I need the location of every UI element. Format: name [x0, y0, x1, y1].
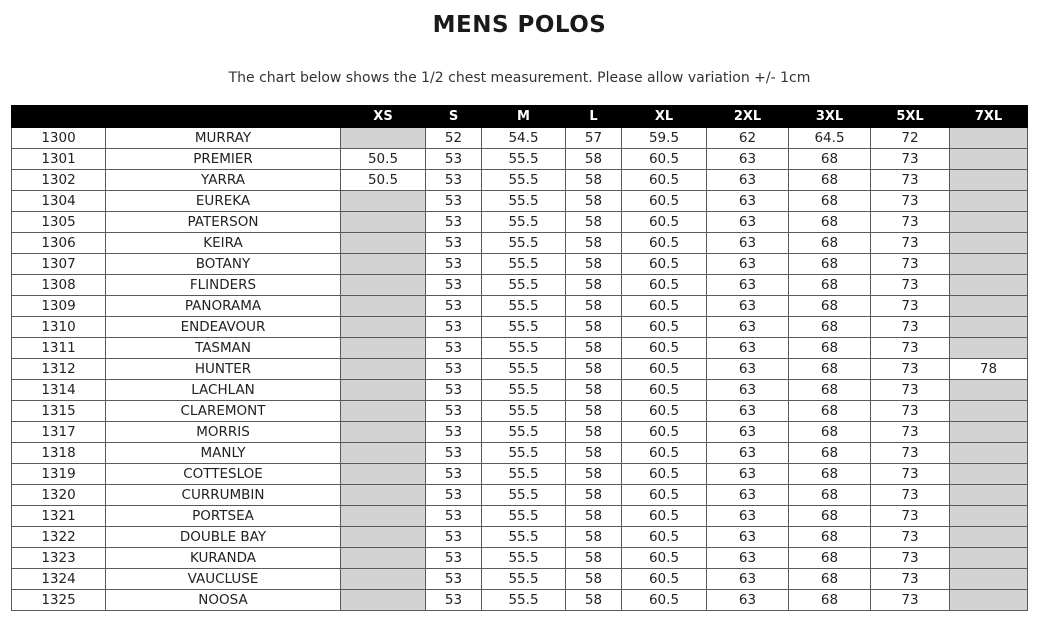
table-row: [12, 422, 1028, 443]
measurement-cell: 60.5: [622, 149, 707, 170]
table-row: [12, 464, 1028, 485]
measurement-cell: 53: [426, 233, 482, 254]
measurement-cell: 53: [426, 338, 482, 359]
measurement-cell: 60.5: [622, 401, 707, 422]
measurement-cell: 58: [566, 170, 622, 191]
measurement-cell: 63: [707, 548, 789, 569]
measurement-cell: 58: [566, 527, 622, 548]
measurement-cell: 60.5: [622, 485, 707, 506]
table-row: [12, 128, 1028, 149]
style-name-cell: CURRUMBIN: [106, 485, 341, 506]
measurement-cell: 55.5: [482, 590, 566, 611]
style-code-cell: 1324: [12, 569, 106, 590]
measurement-cell: 60.5: [622, 233, 707, 254]
measurement-cell: 64.5: [789, 128, 871, 149]
measurement-cell: 58: [566, 317, 622, 338]
style-name-cell: YARRA: [106, 170, 341, 191]
measurement-cell: 53: [426, 590, 482, 611]
measurement-cell: 53: [426, 254, 482, 275]
measurement-cell: [341, 296, 426, 317]
column-header: 7XL: [950, 106, 1028, 128]
measurement-cell: 63: [707, 527, 789, 548]
column-header: S: [426, 106, 482, 128]
measurement-cell: [950, 401, 1028, 422]
measurement-cell: 55.5: [482, 380, 566, 401]
style-code-cell: 1321: [12, 506, 106, 527]
measurement-cell: 73: [871, 359, 950, 380]
measurement-cell: 63: [707, 464, 789, 485]
measurement-cell: 53: [426, 296, 482, 317]
measurement-cell: 63: [707, 506, 789, 527]
column-header: 5XL: [871, 106, 950, 128]
measurement-cell: [341, 128, 426, 149]
measurement-cell: 58: [566, 422, 622, 443]
measurement-cell: 53: [426, 548, 482, 569]
measurement-cell: 60.5: [622, 443, 707, 464]
measurement-cell: 68: [789, 569, 871, 590]
measurement-cell: 58: [566, 254, 622, 275]
measurement-cell: [950, 275, 1028, 296]
measurement-cell: 78: [950, 359, 1028, 380]
measurement-cell: 60.5: [622, 296, 707, 317]
measurement-cell: 68: [789, 233, 871, 254]
table-row: [12, 275, 1028, 296]
measurement-cell: 73: [871, 401, 950, 422]
measurement-cell: [950, 485, 1028, 506]
measurement-cell: 62: [707, 128, 789, 149]
measurement-cell: 73: [871, 527, 950, 548]
column-header: 3XL: [789, 106, 871, 128]
measurement-cell: 73: [871, 506, 950, 527]
measurement-cell: 58: [566, 212, 622, 233]
style-name-cell: PATERSON: [106, 212, 341, 233]
style-code-cell: 1308: [12, 275, 106, 296]
measurement-cell: 55.5: [482, 338, 566, 359]
measurement-cell: 68: [789, 422, 871, 443]
style-name-cell: NOOSA: [106, 590, 341, 611]
measurement-cell: 54.5: [482, 128, 566, 149]
measurement-cell: 55.5: [482, 170, 566, 191]
measurement-cell: [950, 590, 1028, 611]
column-header: M: [482, 106, 566, 128]
measurement-cell: 68: [789, 149, 871, 170]
measurement-cell: 53: [426, 506, 482, 527]
measurement-cell: 60.5: [622, 506, 707, 527]
style-name-cell: PANORAMA: [106, 296, 341, 317]
measurement-cell: 55.5: [482, 317, 566, 338]
measurement-cell: 58: [566, 191, 622, 212]
measurement-cell: 53: [426, 170, 482, 191]
measurement-cell: [341, 443, 426, 464]
table-row: [12, 443, 1028, 464]
measurement-cell: [950, 233, 1028, 254]
measurement-cell: 63: [707, 401, 789, 422]
measurement-cell: 63: [707, 317, 789, 338]
measurement-cell: 50.5: [341, 170, 426, 191]
measurement-cell: [341, 527, 426, 548]
measurement-cell: 55.5: [482, 506, 566, 527]
measurement-cell: 53: [426, 149, 482, 170]
measurement-cell: [950, 149, 1028, 170]
measurement-cell: 73: [871, 443, 950, 464]
measurement-cell: 63: [707, 443, 789, 464]
table-row: [12, 506, 1028, 527]
measurement-cell: [341, 569, 426, 590]
measurement-cell: 60.5: [622, 527, 707, 548]
measurement-cell: 68: [789, 590, 871, 611]
table-row: [12, 170, 1028, 191]
measurement-cell: 58: [566, 443, 622, 464]
measurement-cell: 55.5: [482, 548, 566, 569]
measurement-cell: 58: [566, 233, 622, 254]
style-name-cell: FLINDERS: [106, 275, 341, 296]
style-code-cell: 1312: [12, 359, 106, 380]
style-code-cell: 1322: [12, 527, 106, 548]
measurement-cell: 73: [871, 233, 950, 254]
measurement-cell: 53: [426, 212, 482, 233]
measurement-cell: 58: [566, 401, 622, 422]
measurement-cell: 68: [789, 296, 871, 317]
style-name-cell: MORRIS: [106, 422, 341, 443]
measurement-cell: [950, 443, 1028, 464]
measurement-cell: 68: [789, 359, 871, 380]
measurement-cell: 68: [789, 317, 871, 338]
column-header: XS: [341, 106, 426, 128]
measurement-cell: 73: [871, 191, 950, 212]
measurement-cell: 63: [707, 338, 789, 359]
measurement-cell: 63: [707, 275, 789, 296]
measurement-cell: 53: [426, 401, 482, 422]
style-name-cell: KEIRA: [106, 233, 341, 254]
measurement-cell: 63: [707, 149, 789, 170]
measurement-cell: 63: [707, 170, 789, 191]
measurement-cell: 57: [566, 128, 622, 149]
measurement-cell: [341, 317, 426, 338]
style-name-cell: CLAREMONT: [106, 401, 341, 422]
style-name-cell: PORTSEA: [106, 506, 341, 527]
measurement-cell: 58: [566, 359, 622, 380]
style-code-cell: 1317: [12, 422, 106, 443]
table-row: [12, 254, 1028, 275]
measurement-cell: [341, 212, 426, 233]
table-row: [12, 569, 1028, 590]
style-code-cell: 1318: [12, 443, 106, 464]
style-code-cell: 1323: [12, 548, 106, 569]
measurement-cell: [341, 233, 426, 254]
measurement-cell: 58: [566, 485, 622, 506]
measurement-cell: 58: [566, 548, 622, 569]
column-header: [12, 106, 106, 128]
measurement-cell: 52: [426, 128, 482, 149]
measurement-cell: 58: [566, 338, 622, 359]
measurement-cell: 60.5: [622, 212, 707, 233]
page-subtitle: The chart below shows the 1/2 chest measurement. Please allow variation +/- 1cm: [228, 70, 811, 86]
measurement-cell: 73: [871, 317, 950, 338]
measurement-cell: 60.5: [622, 569, 707, 590]
measurement-cell: [341, 359, 426, 380]
measurement-cell: 73: [871, 149, 950, 170]
style-code-cell: 1314: [12, 380, 106, 401]
measurement-cell: 68: [789, 275, 871, 296]
measurement-cell: 60.5: [622, 170, 707, 191]
column-header: XL: [622, 106, 707, 128]
style-code-cell: 1311: [12, 338, 106, 359]
measurement-cell: 55.5: [482, 443, 566, 464]
measurement-cell: 50.5: [341, 149, 426, 170]
measurement-cell: [950, 569, 1028, 590]
measurement-cell: [341, 191, 426, 212]
measurement-cell: 60.5: [622, 275, 707, 296]
measurement-cell: 73: [871, 338, 950, 359]
measurement-cell: 53: [426, 443, 482, 464]
measurement-cell: [341, 485, 426, 506]
measurement-cell: 59.5: [622, 128, 707, 149]
measurement-cell: 73: [871, 422, 950, 443]
column-header: 2XL: [707, 106, 789, 128]
measurement-cell: 53: [426, 359, 482, 380]
measurement-cell: 60.5: [622, 464, 707, 485]
measurement-cell: 63: [707, 485, 789, 506]
measurement-cell: 60.5: [622, 548, 707, 569]
measurement-cell: 60.5: [622, 359, 707, 380]
measurement-cell: 55.5: [482, 401, 566, 422]
measurement-cell: 73: [871, 569, 950, 590]
style-code-cell: 1301: [12, 149, 106, 170]
measurement-cell: 63: [707, 233, 789, 254]
measurement-cell: 68: [789, 506, 871, 527]
measurement-cell: 55.5: [482, 191, 566, 212]
table-row: [12, 338, 1028, 359]
style-name-cell: MANLY: [106, 443, 341, 464]
measurement-cell: 55.5: [482, 422, 566, 443]
measurement-cell: 68: [789, 212, 871, 233]
style-name-cell: PREMIER: [106, 149, 341, 170]
style-code-cell: 1300: [12, 128, 106, 149]
measurement-cell: [950, 338, 1028, 359]
measurement-cell: 55.5: [482, 149, 566, 170]
measurement-cell: 55.5: [482, 296, 566, 317]
table-row: [12, 317, 1028, 338]
style-code-cell: 1319: [12, 464, 106, 485]
measurement-cell: 73: [871, 212, 950, 233]
style-code-cell: 1310: [12, 317, 106, 338]
table-row: [12, 191, 1028, 212]
measurement-cell: 55.5: [482, 254, 566, 275]
table-row: [12, 233, 1028, 254]
measurement-cell: 53: [426, 275, 482, 296]
style-name-cell: DOUBLE BAY: [106, 527, 341, 548]
style-name-cell: MURRAY: [106, 128, 341, 149]
style-code-cell: 1305: [12, 212, 106, 233]
measurement-cell: 53: [426, 191, 482, 212]
measurement-cell: 53: [426, 527, 482, 548]
measurement-cell: 53: [426, 380, 482, 401]
style-code-cell: 1302: [12, 170, 106, 191]
measurement-cell: 68: [789, 464, 871, 485]
measurement-cell: 55.5: [482, 464, 566, 485]
style-name-cell: KURANDA: [106, 548, 341, 569]
measurement-cell: 55.5: [482, 233, 566, 254]
style-name-cell: COTTESLOE: [106, 464, 341, 485]
measurement-cell: 58: [566, 464, 622, 485]
measurement-cell: [950, 317, 1028, 338]
measurement-cell: 68: [789, 527, 871, 548]
measurement-cell: [950, 254, 1028, 275]
size-chart-table: [11, 105, 1028, 611]
measurement-cell: 60.5: [622, 590, 707, 611]
style-code-cell: 1325: [12, 590, 106, 611]
style-code-cell: 1307: [12, 254, 106, 275]
measurement-cell: 53: [426, 485, 482, 506]
measurement-cell: [950, 422, 1028, 443]
measurement-cell: [950, 191, 1028, 212]
measurement-cell: 63: [707, 359, 789, 380]
measurement-cell: 55.5: [482, 569, 566, 590]
measurement-cell: [341, 275, 426, 296]
measurement-cell: 73: [871, 464, 950, 485]
measurement-cell: 53: [426, 422, 482, 443]
measurement-cell: [950, 527, 1028, 548]
measurement-cell: [950, 380, 1028, 401]
measurement-cell: 68: [789, 548, 871, 569]
measurement-cell: 63: [707, 569, 789, 590]
measurement-cell: 63: [707, 212, 789, 233]
table-row: [12, 548, 1028, 569]
measurement-cell: 63: [707, 590, 789, 611]
style-name-cell: TASMAN: [106, 338, 341, 359]
measurement-cell: 63: [707, 254, 789, 275]
measurement-cell: [341, 338, 426, 359]
measurement-cell: [950, 296, 1028, 317]
measurement-cell: 68: [789, 254, 871, 275]
column-header: L: [566, 106, 622, 128]
measurement-cell: [341, 422, 426, 443]
measurement-cell: [950, 128, 1028, 149]
style-code-cell: 1306: [12, 233, 106, 254]
measurement-cell: [950, 170, 1028, 191]
style-name-cell: BOTANY: [106, 254, 341, 275]
measurement-cell: [341, 464, 426, 485]
measurement-cell: 68: [789, 401, 871, 422]
measurement-cell: 68: [789, 485, 871, 506]
measurement-cell: [950, 548, 1028, 569]
measurement-cell: 63: [707, 191, 789, 212]
measurement-cell: [341, 401, 426, 422]
measurement-cell: 63: [707, 380, 789, 401]
style-name-cell: HUNTER: [106, 359, 341, 380]
measurement-cell: 73: [871, 170, 950, 191]
table-row: [12, 380, 1028, 401]
style-code-cell: 1315: [12, 401, 106, 422]
measurement-cell: 68: [789, 443, 871, 464]
measurement-cell: [950, 212, 1028, 233]
measurement-cell: 60.5: [622, 380, 707, 401]
measurement-cell: 53: [426, 317, 482, 338]
measurement-cell: 58: [566, 590, 622, 611]
table-header-row: [12, 106, 1028, 128]
measurement-cell: 72: [871, 128, 950, 149]
measurement-cell: 73: [871, 275, 950, 296]
table-row: [12, 401, 1028, 422]
measurement-cell: [950, 506, 1028, 527]
style-name-cell: ENDEAVOUR: [106, 317, 341, 338]
style-code-cell: 1320: [12, 485, 106, 506]
measurement-cell: 63: [707, 422, 789, 443]
table-row: [12, 296, 1028, 317]
measurement-cell: 73: [871, 296, 950, 317]
measurement-cell: [341, 254, 426, 275]
measurement-cell: 63: [707, 296, 789, 317]
measurement-cell: 60.5: [622, 317, 707, 338]
style-name-cell: LACHLAN: [106, 380, 341, 401]
measurement-cell: 73: [871, 548, 950, 569]
measurement-cell: 68: [789, 191, 871, 212]
style-name-cell: EUREKA: [106, 191, 341, 212]
table-row: [12, 590, 1028, 611]
measurement-cell: 55.5: [482, 527, 566, 548]
table-row: [12, 149, 1028, 170]
measurement-cell: 60.5: [622, 422, 707, 443]
table-row: [12, 527, 1028, 548]
measurement-cell: 60.5: [622, 254, 707, 275]
style-code-cell: 1309: [12, 296, 106, 317]
table-row: [12, 485, 1028, 506]
measurement-cell: 73: [871, 590, 950, 611]
measurement-cell: 68: [789, 380, 871, 401]
measurement-cell: 73: [871, 485, 950, 506]
measurement-cell: 58: [566, 380, 622, 401]
measurement-cell: 53: [426, 569, 482, 590]
measurement-cell: 53: [426, 464, 482, 485]
measurement-cell: 58: [566, 569, 622, 590]
measurement-cell: [341, 590, 426, 611]
measurement-cell: 58: [566, 506, 622, 527]
measurement-cell: 55.5: [482, 359, 566, 380]
style-name-cell: VAUCLUSE: [106, 569, 341, 590]
measurement-cell: 73: [871, 380, 950, 401]
column-header: [106, 106, 341, 128]
measurement-cell: 68: [789, 170, 871, 191]
measurement-cell: 55.5: [482, 212, 566, 233]
measurement-cell: [341, 506, 426, 527]
measurement-cell: 73: [871, 254, 950, 275]
measurement-cell: 58: [566, 149, 622, 170]
style-code-cell: 1304: [12, 191, 106, 212]
measurement-cell: [950, 464, 1028, 485]
measurement-cell: [341, 380, 426, 401]
measurement-cell: 55.5: [482, 275, 566, 296]
table-body: [12, 128, 1028, 611]
measurement-cell: 55.5: [482, 485, 566, 506]
table-row: [12, 212, 1028, 233]
table-row: [12, 359, 1028, 380]
page-title: MENS POLOS: [432, 12, 607, 38]
measurement-cell: 68: [789, 338, 871, 359]
measurement-cell: 60.5: [622, 191, 707, 212]
measurement-cell: 58: [566, 296, 622, 317]
measurement-cell: [341, 548, 426, 569]
measurement-cell: 58: [566, 275, 622, 296]
measurement-cell: 60.5: [622, 338, 707, 359]
